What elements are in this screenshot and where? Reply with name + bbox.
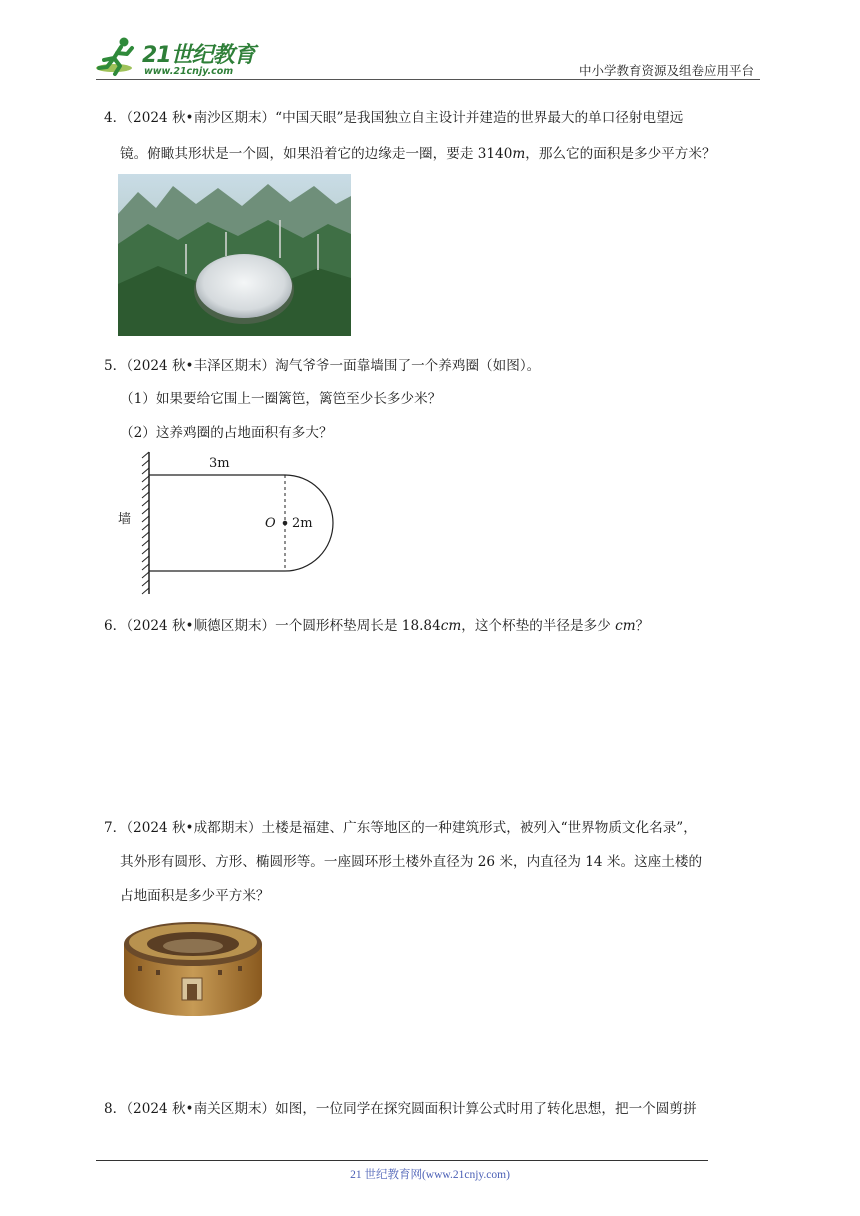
site-name: 中小学教育资源及组卷应用平台 (578, 63, 754, 78)
diameter-label: 2m (292, 516, 313, 531)
site-logo (94, 34, 264, 80)
footer-divider (96, 1160, 708, 1161)
question-7-line-3: 占地面积是多少平方米？ (120, 888, 270, 904)
question-5-sub-1: （1）如果要给它围上一圈篱笆，篱笆至少长多少米？ (120, 391, 442, 407)
footer-link[interactable]: 21 世纪教育网(www.21cnjy.com) (350, 1169, 510, 1181)
question-6-line-1: 6．（2024 秋•顺德区期末）一个圆形杯垫周长是 18.84cm，这个杯垫的半径是多少 cm？ (104, 618, 650, 634)
question-4-line-2: 镜。俯瞰其形状是一个圆，如果沿着它的边缘走一圈，要走 3140m，那么它的面积是多少平方米？ (120, 146, 716, 162)
logo-url: www.21cnjy.com (144, 66, 234, 77)
question-7-line-2: 其外形有圆形、方形、椭圆形等。一座圆环形土楼外直径为 26 米，内直径为 14 米。这座土楼的 (120, 854, 703, 870)
chicken-coop-diagram (112, 448, 342, 598)
tulou-building-photo (118, 914, 268, 1020)
question-8-line-1: 8．（2024 秋•南关区期末）如图，一位同学在探究圆面积计算公式时用了转化思想，把一个圆剪拼 (104, 1101, 697, 1117)
question-5-sub-2: （2）这养鸡圈的占地面积有多大？ (120, 425, 333, 441)
center-label: O (265, 516, 276, 531)
wall-label: 墙 (118, 512, 132, 527)
fast-telescope-photo (118, 174, 351, 336)
question-5-line-1: 5．（2024 秋•丰泽区期末）淘气爷爷一面靠墙围了一个养鸡圈（如图）。 (104, 358, 541, 374)
header-divider (96, 79, 760, 80)
length-label: 3m (209, 456, 230, 471)
question-4-line-1: 4．（2024 秋•南沙区期末）“中国天眼”是我国独立自主设计并建造的世界最大的单口径射电望远 (104, 110, 684, 126)
logo-text: 21世纪教育 (142, 43, 255, 68)
question-7-line-1: 7．（2024 秋•成都期末）土楼是福建、广东等地区的一种建筑形式，被列入“世界物质文化名录”， (104, 820, 697, 836)
